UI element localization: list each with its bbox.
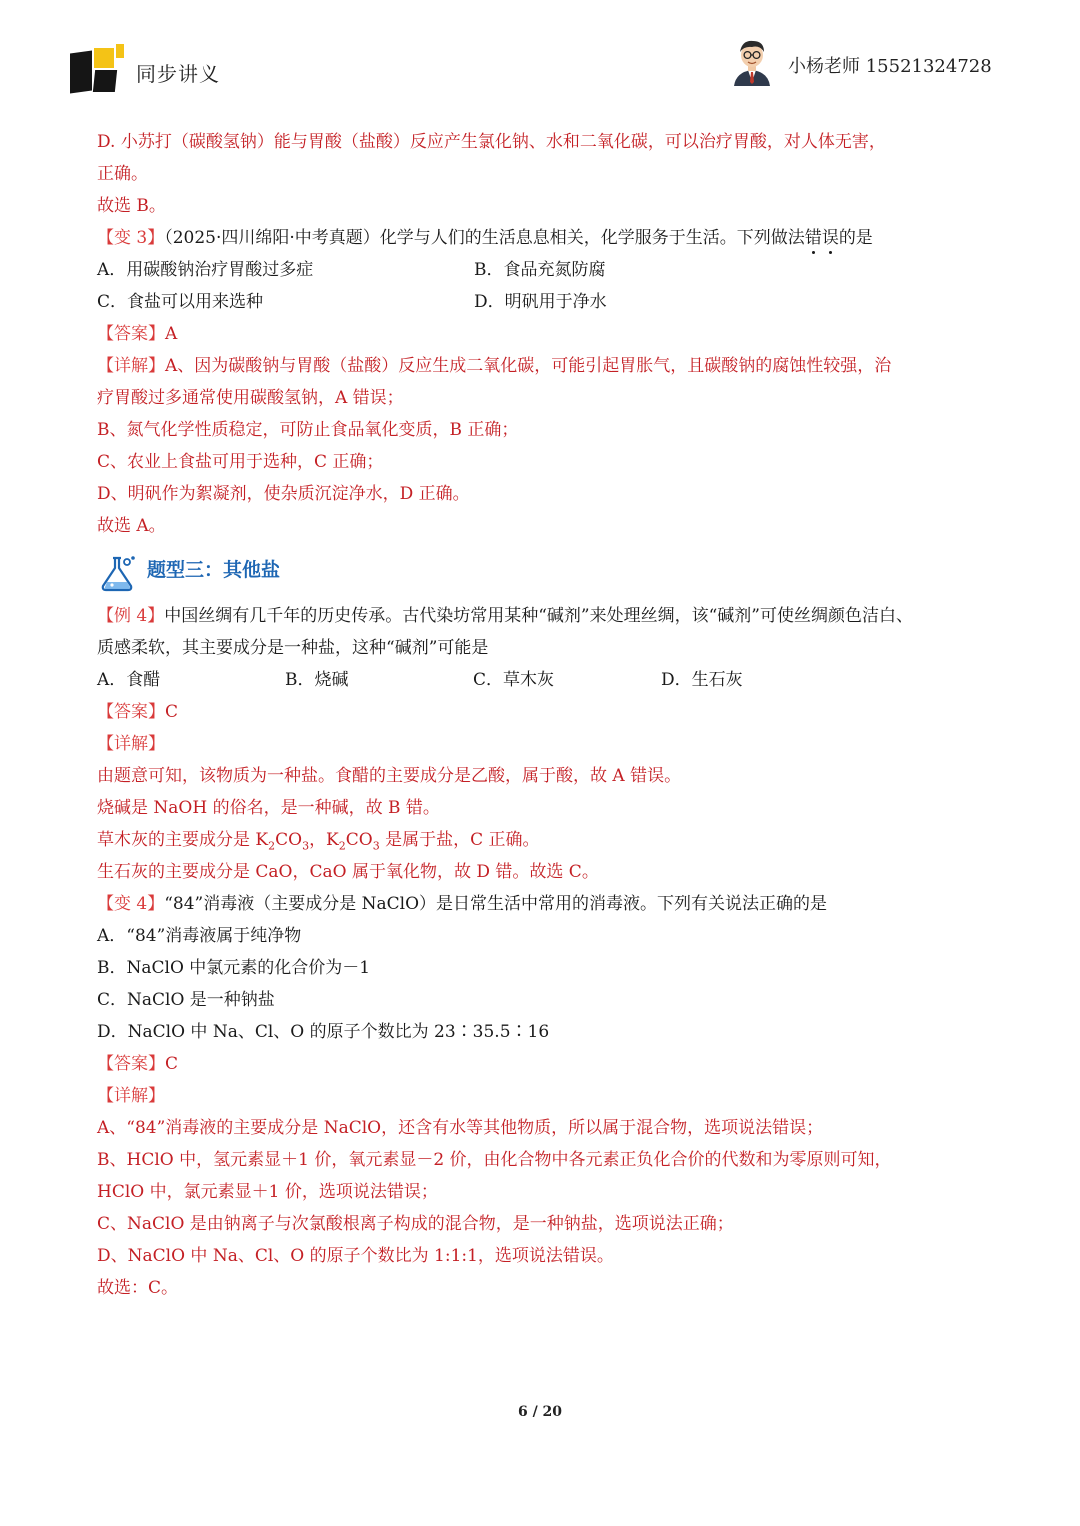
section-heading xyxy=(97,542,987,600)
option: C．食盐可以用来选种 xyxy=(97,292,264,312)
question-stem xyxy=(97,888,987,920)
option: D．明矾用于净水 xyxy=(474,292,607,312)
text-line xyxy=(97,696,987,728)
tag-label: 【详解】 xyxy=(97,1086,165,1106)
subscript: 2 xyxy=(268,839,276,853)
option: B．食品充氮防腐 xyxy=(474,260,606,280)
text-line: D. 小苏打（碳酸氢钠）能与胃酸（盐酸）反应产生氯化钠、水和二氧化碳，可以治疗胃酸，对人体无害， xyxy=(97,132,886,152)
option: D．生石灰 xyxy=(661,670,743,690)
tag-content: C xyxy=(165,1054,179,1074)
tag-content: A、因为碳酸钠与胃酸（盐酸）反应生成二氧化碳，可能引起胃胀气，且碳酸钠的腐蚀性较强，治 xyxy=(165,356,892,376)
question-tag: 【变 4】 xyxy=(97,894,165,914)
text-line: A．“84”消毒液属于纯净物 xyxy=(97,926,302,946)
text-line xyxy=(97,728,987,760)
teacher-avatar-icon xyxy=(728,36,776,86)
option-row xyxy=(97,664,987,696)
text-line: 生石灰的主要成分是 CaO，CaO 属于氧化物，故 D 错。故选 C。 xyxy=(97,862,599,882)
text-line: 质感柔软，其主要成分是一种盐，这种“碱剂”可能是 xyxy=(97,638,489,658)
page-header xyxy=(0,0,1080,110)
question-stem xyxy=(97,222,987,254)
text-segment: 草木灰的主要成分是 K xyxy=(97,830,269,850)
text-segment: CO xyxy=(275,830,303,850)
teacher-contact: 小杨老师 15521324728 xyxy=(788,56,992,77)
text-line: 正确。 xyxy=(97,164,148,184)
text-line: C、NaClO 是由钠离子与次氯酸根离子构成的混合物，是一种钠盐，选项说法正确； xyxy=(97,1214,734,1234)
text-line: 故选 A。 xyxy=(97,516,166,536)
text-line xyxy=(97,1080,987,1112)
text-line xyxy=(97,350,987,382)
text-line: 故选：C。 xyxy=(97,1278,179,1298)
subscript: 3 xyxy=(372,839,380,853)
text-segment: ，K xyxy=(309,830,339,850)
section-title: 题型三：其他盐 xyxy=(147,559,281,581)
option: A．用碳酸钠治疗胃酸过多症 xyxy=(97,260,314,280)
tag-label: 【答案】 xyxy=(97,702,165,722)
option: A．食醋 xyxy=(97,670,161,690)
tag-label: 【详解】 xyxy=(97,356,165,376)
text-line: A、“84”消毒液的主要成分是 NaClO，还含有水等其他物质，所以属于混合物，选项说法错误； xyxy=(97,1118,824,1138)
subscript: 2 xyxy=(338,839,346,853)
subscript: 3 xyxy=(302,839,310,853)
text-line: 故选 B。 xyxy=(97,196,166,216)
text-line xyxy=(97,824,987,856)
question-tag: 【例 4】 xyxy=(97,606,165,626)
text-line: HClO 中，氯元素显＋1 价，选项说法错误； xyxy=(97,1182,438,1202)
option-row xyxy=(97,254,987,286)
tag-content: C xyxy=(165,702,179,722)
question-text-end: 的是 xyxy=(838,228,873,248)
question-text: （2025·四川绵阳·中考真题）化学与人们的生活息息相关，化学服务于生活。下列做法 xyxy=(164,228,805,248)
text-line: 烧碱是 NaOH 的俗名，是一种碱，故 B 错。 xyxy=(97,798,440,818)
text-line xyxy=(97,1048,987,1080)
document-body xyxy=(97,126,987,1304)
tag-label: 【答案】 xyxy=(97,1054,165,1074)
text-line: 由题意可知，该物质为一种盐。食醋的主要成分是乙酸，属于酸，故 A 错误。 xyxy=(97,766,682,786)
flask-icon xyxy=(97,554,137,592)
text-line: C．NaClO 是一种钠盐 xyxy=(97,990,275,1010)
tag-content: A xyxy=(165,324,178,344)
option: C．草木灰 xyxy=(473,670,555,690)
question-stem xyxy=(97,600,987,632)
tag-label: 【详解】 xyxy=(97,734,165,754)
page-number: 6 / 20 xyxy=(517,1404,563,1420)
question-text: 中国丝绸有几千年的历史传承。古代染坊常用某种“碱剂”来处理丝绸，该“碱剂”可使丝绸颜色洁白、 xyxy=(164,606,913,626)
text-line: D．NaClO 中 Na、Cl、O 的原子个数比为 23∶35.5∶16 xyxy=(97,1022,550,1042)
brand-title: 同步讲义 xyxy=(136,62,220,86)
text-line: 疗胃酸过多通常使用碳酸氢钠，A 错误； xyxy=(97,388,404,408)
text-line: B．NaClO 中氯元素的化合价为－1 xyxy=(97,958,371,978)
text-segment: 是属于盐，C 正确。 xyxy=(379,830,540,850)
text-line: D、NaClO 中 Na、Cl、O 的原子个数比为 1:1:1，选项说法错误。 xyxy=(97,1246,614,1266)
question-tag: 【变 3】 xyxy=(97,228,165,248)
question-text: “84”消毒液（主要成分是 NaClO）是日常生活中常用的消毒液。下列有关说法正确的是 xyxy=(164,894,828,914)
logo-blocks-icon xyxy=(70,44,124,94)
text-line: B、氮气化学性质稳定，可防止食品氧化变质，B 正确； xyxy=(97,420,519,440)
text-line: D、明矾作为絮凝剂，使杂质沉淀净水，D 正确。 xyxy=(97,484,470,504)
text-line: C、农业上食盐可用于选种，C 正确； xyxy=(97,452,384,472)
tag-label: 【答案】 xyxy=(97,324,165,344)
emphasis-dotted: 错误 xyxy=(804,228,839,248)
option: B．烧碱 xyxy=(285,670,349,690)
option-row xyxy=(97,286,987,318)
text-segment: CO xyxy=(345,830,373,850)
text-line: B、HClO 中，氢元素显＋1 价，氧元素显－2 价，由化合物中各元素正负化合价的代数和为零原则可知， xyxy=(97,1150,892,1170)
text-line xyxy=(97,318,987,350)
